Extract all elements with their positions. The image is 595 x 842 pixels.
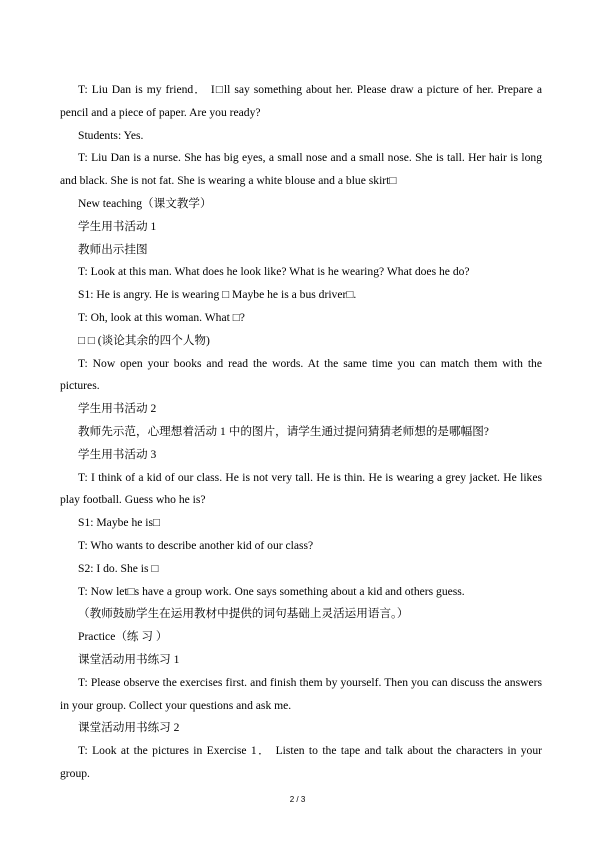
activity-heading-3: 学生用书活动 3 — [78, 447, 157, 461]
paragraph-16: S1: Maybe he is□ — [78, 516, 161, 530]
activity-heading-1: 学生用书活动 1 — [78, 219, 157, 233]
paragraph-20: （教师鼓励学生在运用教材中提供的词句基础上灵活运用语言。） — [78, 607, 409, 621]
exercise-heading-1: 课堂活动用书练习 1 — [78, 652, 180, 666]
paragraph-1: T: Liu Dan is my friend． I□ll say something about her. Please draw a picture of her. Prepare a pencil and a piece of paper. Are you ready? — [60, 83, 542, 119]
paragraph-3: T: Liu Dan is a nurse. She has big eyes, a small nose and a small nose. She is tall. Her hair is long and black. She is not fat. She is wearing a white blouse and a blue skirt□ — [60, 151, 542, 188]
paragraph-11: T: Now open your books and read the words. At the same time you can match them with the pictures. — [60, 356, 542, 393]
paragraph-25: T: Look at the pictures in Exercise 1． Listen to the tape and talk about the characters in your group. — [60, 744, 542, 780]
paragraph-13: 教师先示范，心理想着活动 1 中的图片，请学生通过提问猜猜老师想的是哪幅图? — [78, 424, 489, 438]
paragraph-19: T: Now let□s have a group work. One says something about a kid and others guess. — [78, 584, 465, 598]
paragraph-2: Students: Yes. — [78, 128, 144, 142]
page-number: 2 / 3 — [289, 795, 306, 804]
paragraph-17: T: Who wants to describe another kid of our class? — [78, 538, 314, 552]
paragraph-6: 教师出示挂图 — [78, 242, 148, 256]
paragraph-9: T: Oh, look at this woman. What □? — [78, 310, 245, 324]
section-heading-new-teaching: New teaching（课文教学） — [78, 196, 212, 210]
lesson-body — [60, 79, 542, 786]
section-heading-practice: Practice（练 习 ） — [78, 630, 168, 644]
paragraph-8: S1: He is angry. He is wearing □ Maybe he is a bus driver□. — [78, 288, 357, 302]
paragraph-7: T: Look at this man. What does he look like? What is he wearing? What does he do? — [78, 265, 470, 279]
exercise-heading-2: 课堂活动用书练习 2 — [78, 721, 180, 735]
paragraph-23: T: Please observe the exercises first. and finish them by yourself. Then you can discuss the answers in your group. Collect your questions and ask me. — [60, 675, 542, 712]
activity-heading-2: 学生用书活动 2 — [78, 402, 157, 416]
paragraph-18: S2: I do. She is □ — [78, 561, 159, 575]
paragraph-15: T: I think of a kid of our class. He is not very tall. He is thin. He is wearing a grey jacket. He likes play football. Guess who he is? — [60, 470, 542, 507]
paragraph-10: □ □ (谈论其余的四个人物) — [78, 333, 210, 347]
